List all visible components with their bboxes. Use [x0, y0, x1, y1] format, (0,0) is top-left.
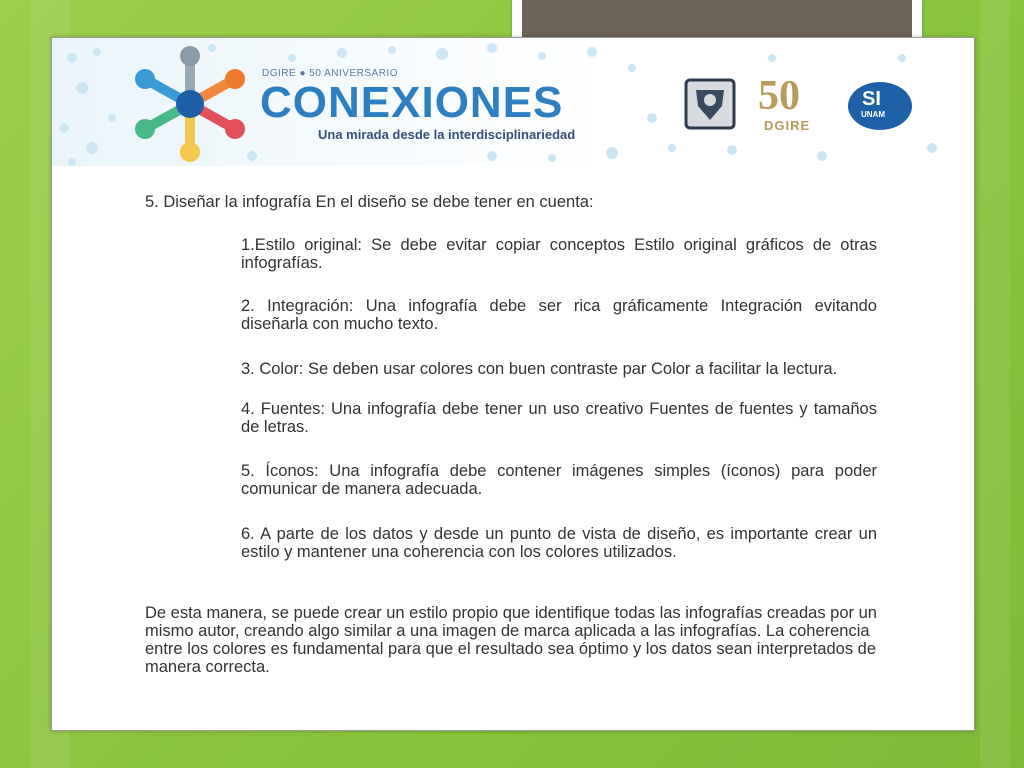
list-item: 4. Fuentes: Una infografía debe tener un uso creativo Fuentes de fuentes y tamaños de letras. — [241, 400, 877, 436]
banner-tagline: Una mirada desde la interdisciplinariedad — [318, 127, 576, 142]
closing-paragraph: De esta manera, se puede crear un estilo propio que identifique todas las infografías creadas por un mismo autor, creando algo similar a una imagen de marca aplicada a las infografías. La coherencia entre los colores es fundamental para que el resultado sea óptimo y los datos sean interpretados de manera correcta. — [145, 604, 877, 676]
list-item: 1.Estilo original: Se debe evitar copiar conceptos Estilo original gráficos de otras infografías. — [241, 236, 877, 272]
intro-text: 5. Diseñar la infografía En el diseño se debe tener en cuenta: — [145, 193, 594, 211]
logo-50-text: DGIRE — [764, 118, 811, 133]
background-stripe — [980, 0, 1010, 768]
slide — [51, 37, 975, 731]
list-item: 6. A parte de los datos y desde un punto de vista de diseño, es importante crear un estilo y mantener una coherencia con los colores utilizados. — [241, 525, 877, 561]
slide-top-tab-bar — [522, 0, 912, 40]
si-logo-top-text: SI — [862, 88, 881, 110]
list-item: 2. Integración: Una infografía debe ser rica gráficamente Integración evitando diseñarla con mucho texto. — [241, 297, 877, 333]
banner-main-title: CONEXIONES — [260, 78, 564, 127]
banner-anniversary-label: DGIRE ● 50 ANIVERSARIO — [262, 68, 398, 79]
si-logo-bottom-text: UNAM — [861, 110, 885, 119]
list-item: 3. Color: Se deben usar colores con buen contraste par Color a facilitar la lectura. — [241, 360, 838, 378]
slide-content — [52, 38, 974, 730]
list-item: 5. Íconos: Una infografía debe contener imágenes simples (íconos) para poder comunicar de manera adecuada. — [241, 462, 877, 498]
logo-50-number: 50 — [758, 73, 800, 119]
